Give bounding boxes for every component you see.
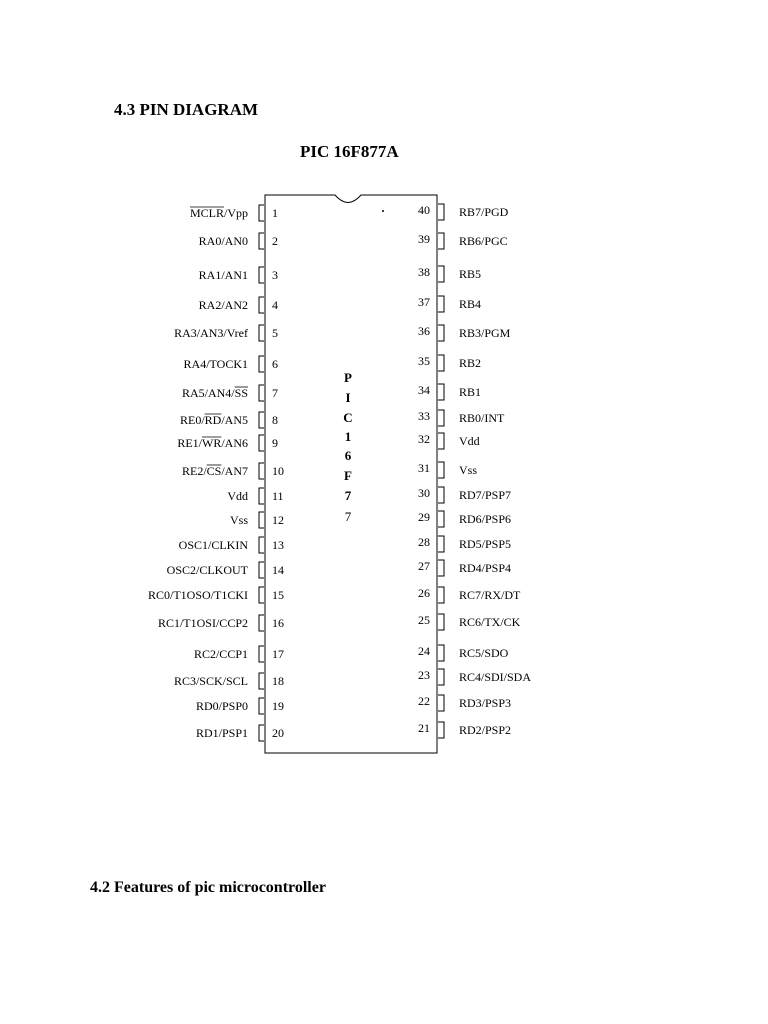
right-pin-27: [418, 559, 511, 576]
pin-label: RE0/RD/AN5: [179, 413, 248, 427]
pin-bracket: [438, 536, 444, 552]
pin-label: RD7/PSP7: [459, 488, 512, 502]
pin-number: 1: [272, 206, 278, 220]
right-pin-35: [418, 354, 481, 371]
pin-label: RD0/PSP0: [195, 699, 248, 713]
left-pin-2: [199, 233, 278, 249]
pin-bracket: [438, 614, 444, 630]
left-pin-9: [177, 435, 278, 451]
pin-number: 6: [272, 357, 278, 371]
pin-number: 38: [418, 265, 430, 279]
pin-label: RE1/WR/AN6: [177, 436, 248, 450]
pin-bracket: [438, 722, 444, 738]
right-pin-32: [418, 432, 480, 449]
vertical-char: C: [343, 410, 353, 425]
pin-label: RB1: [459, 385, 482, 399]
right-pin-30: [418, 486, 511, 503]
pin-bracket: [259, 587, 264, 603]
section-title: 4.3 PIN DIAGRAM: [114, 100, 259, 119]
pin-label: MCLR/Vpp: [189, 206, 248, 220]
pin-bracket: [438, 511, 444, 527]
pin-bracket: [259, 725, 264, 741]
pin-label: RA5/AN4/SS: [181, 386, 248, 400]
left-pin-12: [230, 512, 284, 528]
pin-bracket: [259, 562, 264, 578]
pin-label: RD6/PSP6: [459, 512, 512, 526]
pin-bracket: [438, 645, 444, 661]
pin-bracket: [438, 325, 444, 341]
vertical-char: 6: [344, 448, 352, 463]
pin-number: 24: [418, 644, 430, 658]
pin-label: RD2/PSP2: [459, 723, 512, 737]
pin-number: 23: [418, 668, 430, 682]
right-pin-28: [418, 535, 511, 552]
pin-bracket: [438, 560, 444, 576]
left-pin-11: [227, 488, 283, 504]
left-pin-17: [194, 646, 284, 662]
pin-label: RB4: [459, 297, 482, 311]
pin-number: 26: [418, 586, 430, 600]
pin-bracket: [438, 487, 444, 503]
pin-bracket: [259, 297, 264, 313]
left-pin-19: [196, 698, 284, 714]
pin-bracket: [259, 488, 264, 504]
pin-label: RC1/T1OSI/CCP2: [157, 616, 248, 630]
pin-number: 8: [272, 413, 278, 427]
pin-number: 13: [272, 538, 284, 552]
pin-bracket: [438, 410, 444, 426]
pin-bracket: [259, 325, 264, 341]
pin-number: 35: [418, 354, 430, 368]
pin-label: RC7/RX/DT: [459, 588, 521, 602]
right-pin-38: [418, 265, 481, 282]
pin-bracket: [438, 669, 444, 685]
right-pin-25: [418, 613, 521, 630]
pin-number: 28: [418, 535, 430, 549]
right-pin-33: [418, 409, 505, 426]
pin-bracket: [259, 673, 264, 689]
left-pin-20: [196, 725, 284, 741]
pin-number: 22: [418, 694, 430, 708]
pin-label: RC6/TX/CK: [459, 615, 521, 629]
right-pin-23: [418, 668, 531, 685]
pin-label: RC2/CCP1: [193, 647, 248, 661]
vertical-char: 1: [344, 429, 352, 444]
pin-label: RB6/PGC: [459, 234, 508, 248]
pin-bracket: [438, 204, 444, 220]
pin-bracket: [438, 384, 444, 400]
pin-label: OSC2/CLKOUT: [166, 563, 248, 577]
vertical-chip-text: [343, 370, 352, 524]
left-pin-4: [199, 297, 278, 313]
pin-bracket: [259, 233, 264, 249]
pin-label: RC0/T1OSO/T1CKI: [147, 588, 248, 602]
pin-number: 20: [272, 726, 284, 740]
right-pin-36: [418, 324, 511, 341]
pin-number: 40: [418, 203, 430, 217]
pin-bracket: [438, 296, 444, 312]
pin-number: 30: [418, 486, 430, 500]
pin-bracket: [259, 412, 264, 428]
pin-number: 10: [272, 464, 284, 478]
vertical-char: 7: [344, 509, 352, 524]
pin-label: RD4/PSP4: [459, 561, 512, 575]
pin-label: RB0/INT: [459, 411, 505, 425]
pin-bracket: [259, 463, 264, 479]
vertical-char: F: [344, 468, 352, 483]
right-pin-29: [418, 510, 511, 527]
right-pin-34: [418, 383, 481, 400]
pin-number: 14: [272, 563, 284, 577]
pin-label: Vdd: [459, 434, 480, 448]
pin-bracket: [259, 512, 264, 528]
left-pin-14: [167, 562, 284, 578]
pin-number: 31: [418, 461, 430, 475]
pin-label: OSC1/CLKIN: [178, 538, 248, 552]
pin-label: RB2: [459, 356, 482, 370]
pin-bracket: [259, 205, 264, 221]
pin-number: 9: [272, 436, 278, 450]
right-pin-26: [418, 586, 521, 603]
right-pin-31: [418, 461, 477, 478]
vertical-char: P: [344, 370, 352, 385]
left-pin-7: [182, 385, 278, 401]
right-pin-21: [418, 721, 511, 738]
pin-number: 5: [272, 326, 278, 340]
pin-number: 32: [418, 432, 430, 446]
pin-number: 34: [418, 383, 430, 397]
right-pin-40: [418, 203, 509, 220]
pin-label: RC4/SDI/SDA: [459, 670, 532, 684]
right-pin-24: [418, 644, 509, 661]
left-pin-18: [174, 673, 284, 689]
pin-label: RA3/AN3/Vref: [174, 326, 248, 340]
pin-bracket: [438, 355, 444, 371]
left-pin-3: [199, 267, 278, 283]
pin-label: RA0/AN0: [198, 234, 248, 248]
pin-number: 11: [272, 489, 284, 503]
left-pin-13: [179, 537, 284, 553]
chip-title: PIC 16F877A: [300, 142, 399, 161]
pin-number: 33: [418, 409, 430, 423]
right-pin-22: [418, 694, 511, 711]
left-pin-5: [174, 325, 278, 341]
pin-bracket: [438, 433, 444, 449]
pin-bracket: [259, 385, 264, 401]
pin-label: Vss: [459, 463, 478, 477]
pin-bracket: [259, 646, 264, 662]
pin-number: 19: [272, 699, 284, 713]
pin-number: 3: [272, 268, 278, 282]
pin-number: 37: [418, 295, 430, 309]
pin-number: 16: [272, 616, 284, 630]
pin-number: 12: [272, 513, 284, 527]
pin-bracket: [259, 537, 264, 553]
pin-number: 27: [418, 559, 430, 573]
pin-number: 36: [418, 324, 430, 338]
pin-number: 17: [272, 647, 284, 661]
pin-bracket: [438, 695, 444, 711]
pin-number: 39: [418, 232, 430, 246]
pin-number: 2: [272, 234, 278, 248]
pin-label: RA1/AN1: [198, 268, 248, 282]
pin-number: 29: [418, 510, 430, 524]
left-pin-15: [148, 587, 284, 603]
vertical-char: I: [345, 390, 351, 405]
pin-bracket: [259, 435, 264, 451]
pin-bracket: [438, 233, 444, 249]
pin-label: Vdd: [227, 489, 248, 503]
pin-label: RA4/TOCK1: [183, 357, 248, 371]
left-pin-column: [148, 205, 284, 741]
pin-bracket: [259, 615, 264, 631]
pin-label: RD1/PSP1: [195, 726, 248, 740]
pin-bracket: [438, 462, 444, 478]
right-pin-37: [418, 295, 481, 312]
left-pin-8: [180, 412, 278, 428]
pin-number: 25: [418, 613, 430, 627]
pin-number: 21: [418, 721, 430, 735]
pin-label: RB5: [459, 267, 482, 281]
pin-bracket: [438, 587, 444, 603]
pin-bracket: [259, 698, 264, 714]
pin-number: 7: [272, 386, 278, 400]
pin1-dot: [382, 210, 384, 212]
pin-label: RA2/AN2: [198, 298, 248, 312]
pin-label: RD3/PSP3: [459, 696, 512, 710]
pin-bracket: [259, 267, 264, 283]
pin-label: RB7/PGD: [459, 205, 509, 219]
right-pin-column: [418, 203, 531, 738]
pin-number: 4: [272, 298, 278, 312]
pin-label: RE2/CS/AN7: [181, 464, 248, 478]
pin-label: RB3/PGM: [459, 326, 511, 340]
left-pin-10: [182, 463, 284, 479]
pin-bracket: [438, 266, 444, 282]
vertical-char: 7: [344, 488, 352, 503]
pin-label: RC5/SDO: [459, 646, 509, 660]
pin-label: Vss: [229, 513, 248, 527]
left-pin-6: [184, 356, 278, 372]
pin-number: 18: [272, 674, 284, 688]
pin-label: RC3/SCK/SCL: [173, 674, 248, 688]
right-pin-39: [418, 232, 508, 249]
pin-number: 15: [272, 588, 284, 602]
features-title: 4.2 Features of pic microcontroller: [90, 879, 326, 896]
pin-label: RD5/PSP5: [459, 537, 512, 551]
pin-bracket: [259, 356, 264, 372]
